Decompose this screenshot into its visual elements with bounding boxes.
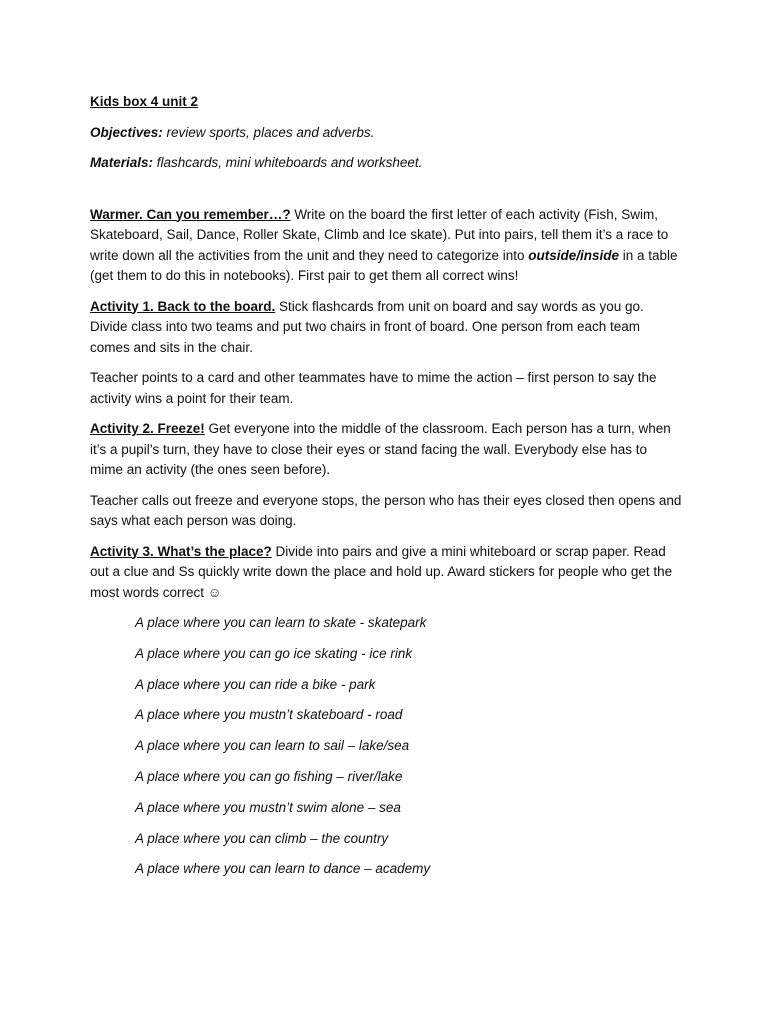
warmer-text-end: in a table (get them to do this in notebooks). First pair to get them all correct wins! — [90, 247, 678, 283]
clue-list — [90, 613, 682, 880]
clue-item: A place where you can learn to skate - skatepark — [135, 615, 427, 630]
activity2-paragraph-2: Teacher calls out freeze and everyone stops, the person who has their eyes closed then opens and says what each person was doing. — [90, 492, 682, 528]
clue-item: A place where you can learn to dance – academy — [135, 861, 431, 877]
activity2-heading: Activity 2. Freeze! — [90, 421, 205, 436]
objectives-line — [90, 123, 682, 144]
warmer-heading: Warmer. Can you remember…? — [90, 206, 291, 222]
materials-label: Materials: — [90, 155, 154, 170]
warmer-emphasis: outside/inside — [528, 247, 620, 263]
activity1-text: Stick flashcards from unit on board and say words as you go. Divide class into two teams and put two chairs in front of board. One person from each team comes and sits in the chair. — [90, 298, 644, 355]
activity3-paragraph — [90, 542, 682, 604]
activity1-paragraph-2: Teacher points to a card and other teammates have to mime the action – first person to say the activity wins a point for their team. — [90, 370, 657, 406]
clue-item: A place where you can ride a bike - park — [135, 676, 376, 692]
clue-item: A place where you mustn’t skateboard - road — [135, 707, 403, 723]
clue-item: A place where you can go fishing – river/lake — [135, 768, 403, 784]
objectives-label: Objectives: — [90, 124, 163, 140]
clue-item: A place where you mustn’t swim alone – sea — [135, 799, 401, 815]
materials-line — [90, 153, 682, 174]
clue-item: A place where you can learn to sail – lake/sea — [135, 738, 410, 754]
activity2-paragraph — [90, 419, 682, 481]
clue-item: A place where you can go ice skating - ice rink — [135, 645, 413, 661]
document-title: Kids box 4 unit 2 — [90, 94, 199, 109]
clue-item: A place where you can climb – the country — [135, 830, 389, 846]
activity2-text: Get everyone into the middle of the classroom. Each person has a turn, when it’s a pupil’s turn, they have to close their eyes or stand facing the wall. Everybody else has to mime an activity (the ones seen before). — [90, 421, 671, 477]
activity1-heading: Activity 1. Back to the board. — [90, 298, 276, 314]
objectives-text: review sports, places and adverbs. — [162, 124, 375, 140]
blank-line — [90, 184, 682, 205]
activity1-paragraph — [90, 297, 682, 359]
lesson-plan-page — [90, 92, 682, 890]
activity3-text: Divide into pairs and give a mini whiteboard or scrap paper. Read out a clue and Ss quickly write down the place and hold up. Award stickers for people who get the most words correct ☺ — [90, 543, 673, 600]
warmer-text: Write on the board the first letter of each activity (Fish, Swim, Skateboard, Sail, Dance, Roller Skate, Climb and Ice skate). Put into pairs, tell them it’s a race to write down all the activities from the unit and they need to categorize into — [90, 206, 669, 263]
materials-text: flashcards, mini whiteboards and worksheet. — [153, 155, 423, 170]
activity3-heading: Activity 3. What’s the place? — [90, 543, 272, 559]
warmer-paragraph — [90, 205, 682, 287]
